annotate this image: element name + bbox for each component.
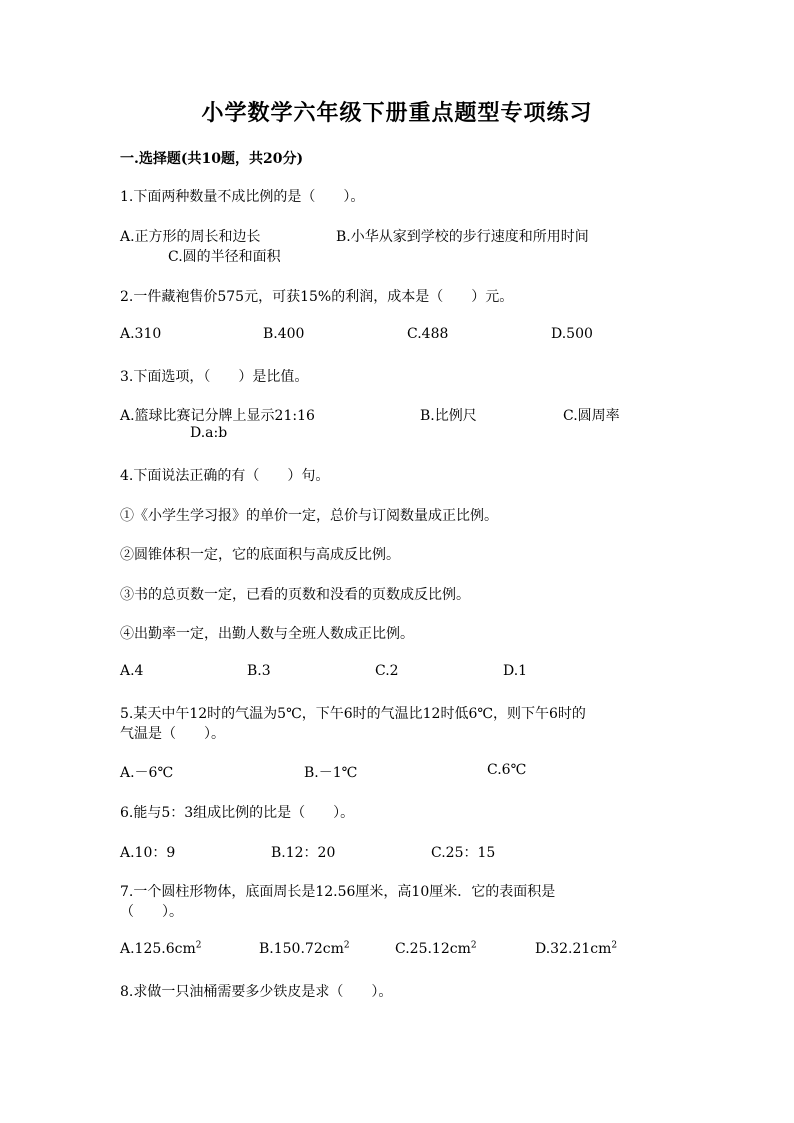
question-4-option-a: A.4 [120, 663, 144, 679]
question-3-stem: 3.下面选项，（ ）是比值。 [120, 369, 309, 385]
question-4-option-b: B.3 [247, 663, 271, 679]
question-3-option-b: B.比例尺 [420, 408, 477, 424]
question-7-option-d: $D.32.21cm^2$ [535, 940, 618, 957]
question-7-option-a: $A.125.6cm^2$ [120, 940, 202, 957]
question-7-stem-line-2: （ ）。 [120, 904, 183, 920]
question-7-option-b: $B.150.72cm^2$ [259, 940, 350, 957]
question-4-statement-2: ②圆锥体积一定，它的底面积与高成反比例。 [120, 547, 400, 563]
question-5-option-a: A.－6℃ [120, 765, 174, 781]
question-8-stem: 8.求做一只油桶需要多少铁皮是求（ ）。 [120, 984, 393, 1000]
question-2-option-d: D.500 [551, 326, 593, 342]
question-6-option-b: B.12：20 [271, 845, 336, 861]
question-3-option-a: A.篮球比赛记分牌上显示21:16 [120, 408, 315, 424]
question-2-option-a: A.310 [120, 326, 162, 342]
question-5-option-b: B.－1℃ [304, 765, 358, 781]
question-4-stem: 4.下面说法正确的有（ ）句。 [120, 468, 330, 484]
question-4-statement-1: ①《小学生学习报》的单价一定，总价与订阅数量成正比例。 [120, 508, 498, 524]
section-heading: 一.选择题(共10题，共20分) [120, 151, 304, 167]
question-4-option-c: C.2 [375, 663, 399, 679]
question-1-option-b: B.小华从家到学校的步行速度和所用时间 [336, 229, 589, 245]
question-2-option-b: B.400 [263, 326, 305, 342]
question-5-stem-line-2: 气温是（ ）。 [120, 726, 225, 742]
question-5-option-c: C.6℃ [487, 762, 527, 778]
question-6-stem: 6.能与5：3组成比例的比是（ ）。 [120, 805, 355, 821]
question-7-option-c: $C.25.12cm^2$ [395, 940, 477, 957]
question-5-stem-line-1: 5.某天中午12时的气温为5℃，下午6时的气温比12时低6℃，则下午6时的 [120, 706, 586, 722]
question-4-statement-3: ③书的总页数一定，已看的页数和没看的页数成反比例。 [120, 587, 470, 603]
question-2-option-c: C.488 [407, 326, 449, 342]
question-6-option-c: C.25：15 [431, 845, 496, 861]
question-4-statement-4: ④出勤率一定，出勤人数与全班人数成正比例。 [120, 626, 414, 642]
question-1-stem: 1.下面两种数量不成比例的是（ ）。 [120, 189, 365, 205]
question-7-stem-line-1: 7.一个圆柱形物体，底面周长是12.56厘米，高10厘米．它的表面积是 [120, 884, 556, 900]
question-3-option-d: D.a:b [190, 425, 228, 441]
question-2-stem: 2.一件藏袍售价575元，可获15%的利润，成本是（ ）元。 [120, 289, 514, 305]
page-title: 小学数学六年级下册重点题型专项练习 [201, 100, 593, 126]
question-1-option-a: A.正方形的周长和边长 [120, 229, 261, 245]
question-1-option-c: C.圆的半径和面积 [168, 249, 281, 265]
question-6-option-a: A.10：9 [120, 845, 176, 861]
question-3-option-c: C.圆周率 [563, 408, 620, 424]
question-4-option-d: D.1 [503, 663, 528, 679]
